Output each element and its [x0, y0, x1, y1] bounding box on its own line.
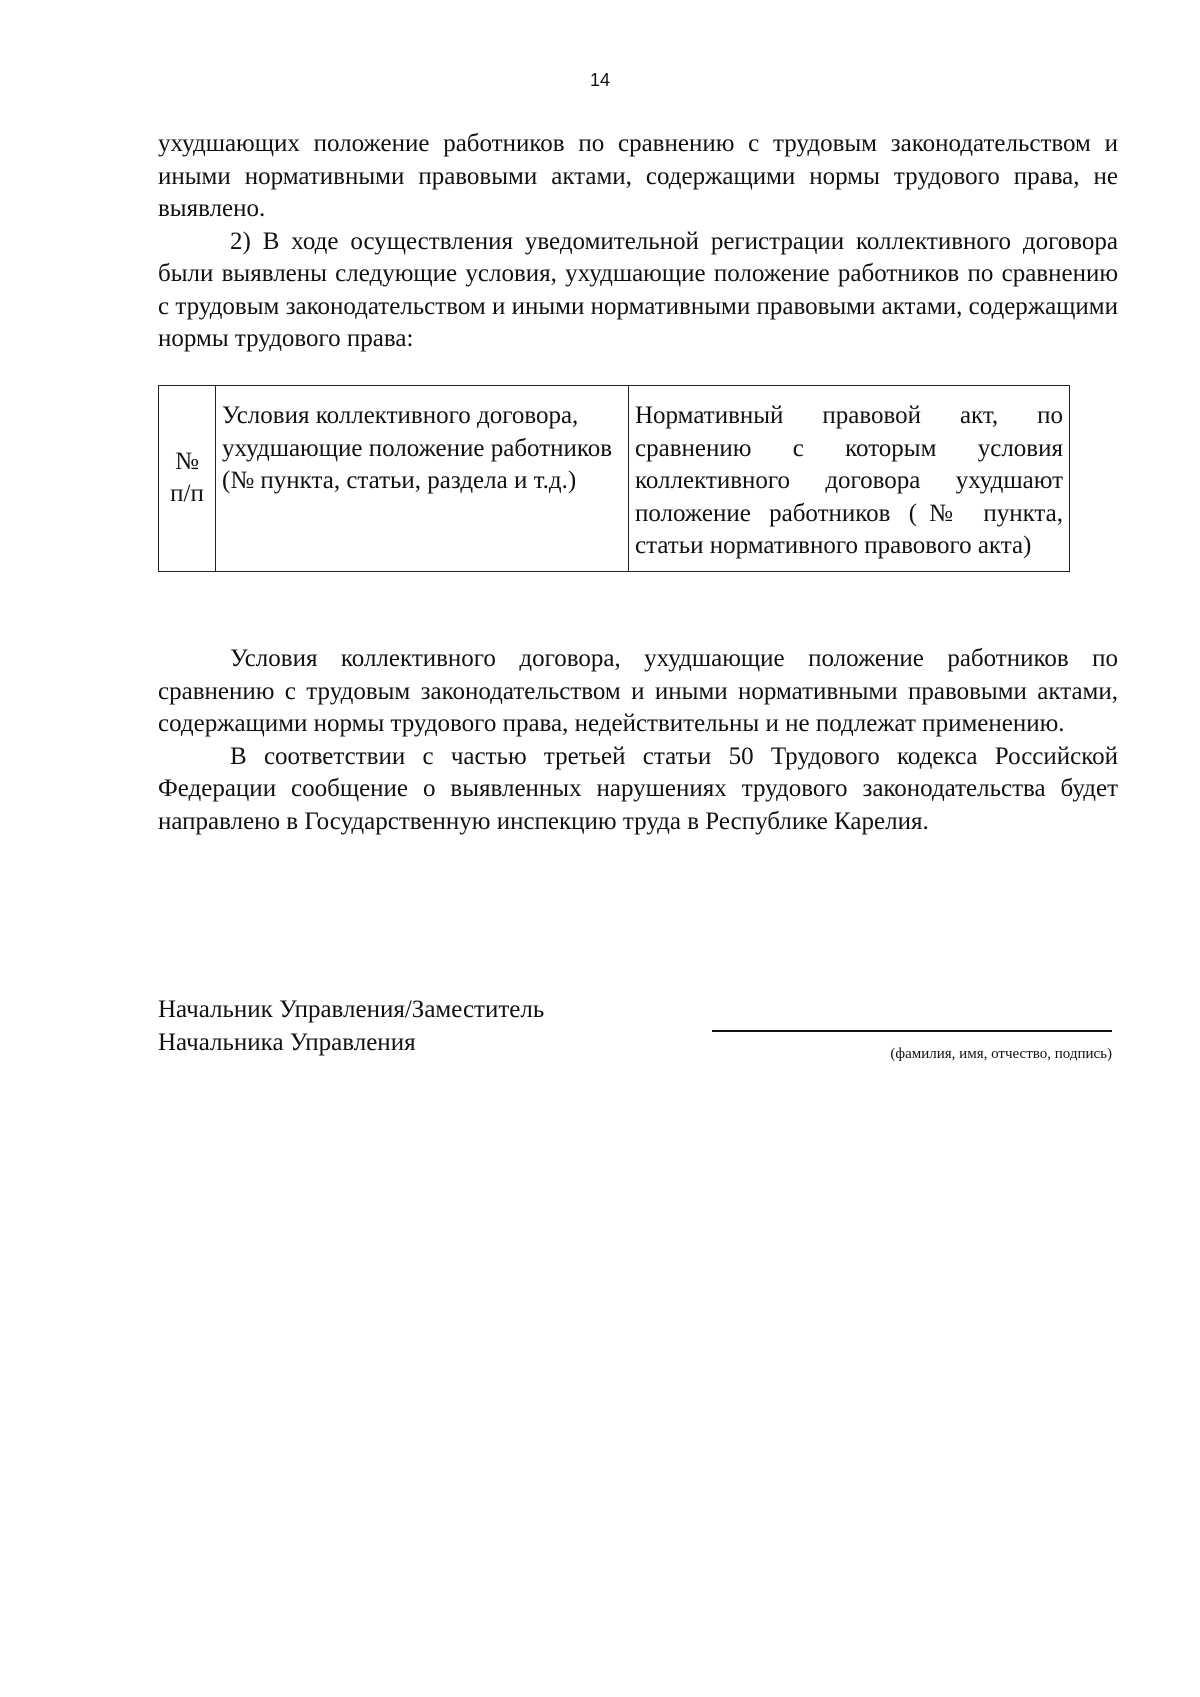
conditions-table: [158, 385, 1070, 572]
signature-line: [712, 1030, 1112, 1032]
paragraph-violations-intro: 2) В ходе осуществления уведомительной регистрации коллективного договора были выявлены следующие условия, ухудшающие положение работников по сравнению с трудовым законодательством и иными нормативными правовыми актами, содержащими нормы трудового права:: [158, 227, 1118, 352]
table-header-legal-act: Нормативный правовой акт, по сравнению с которым условия коллективного договора ухудшают положение работников (№ пункта, статьи нормативного правового акта): [629, 386, 1070, 572]
paragraph-invalid-conditions: Условия коллективного договора, ухудшающие положение работников по сравнению с трудовым законодательством и иными нормативными правовыми актами, содержащими нормы трудового права, недействительны и не подлежат применению.: [158, 645, 1118, 737]
page-number: 14: [589, 70, 611, 90]
table-header-conditions: Условия коллективного договора, ухудшающие положение работников (№ пункта, статьи, раздела и т.д.): [216, 386, 629, 572]
signatory-title-line1: Начальник Управления/Заместитель: [158, 996, 545, 1023]
signature-block: [158, 994, 544, 1059]
signatory-title-line2: Начальника Управления: [158, 1028, 416, 1056]
paragraph-no-violations: ухудшающих положение работников по сравнению с трудовым законодательством и иными нормативными правовыми актами, содержащими нормы трудового права, не выявлено.: [158, 130, 1118, 222]
table-row: [159, 386, 1070, 572]
top-text-block: [158, 128, 1118, 356]
table-header-number: № п/п: [159, 386, 216, 572]
bottom-text-block: [158, 643, 1118, 838]
signature-caption: (фамилия, имя, отчество, подпись): [890, 1046, 1112, 1062]
paragraph-inspection-notice: В соответствии с частью третьей статьи 50 Трудового кодекса Российской Федерации сообщение о выявленных нарушениях трудового законодательства будет направлено в Государственную инспекцию труда в Республике Карелия.: [158, 742, 1118, 835]
